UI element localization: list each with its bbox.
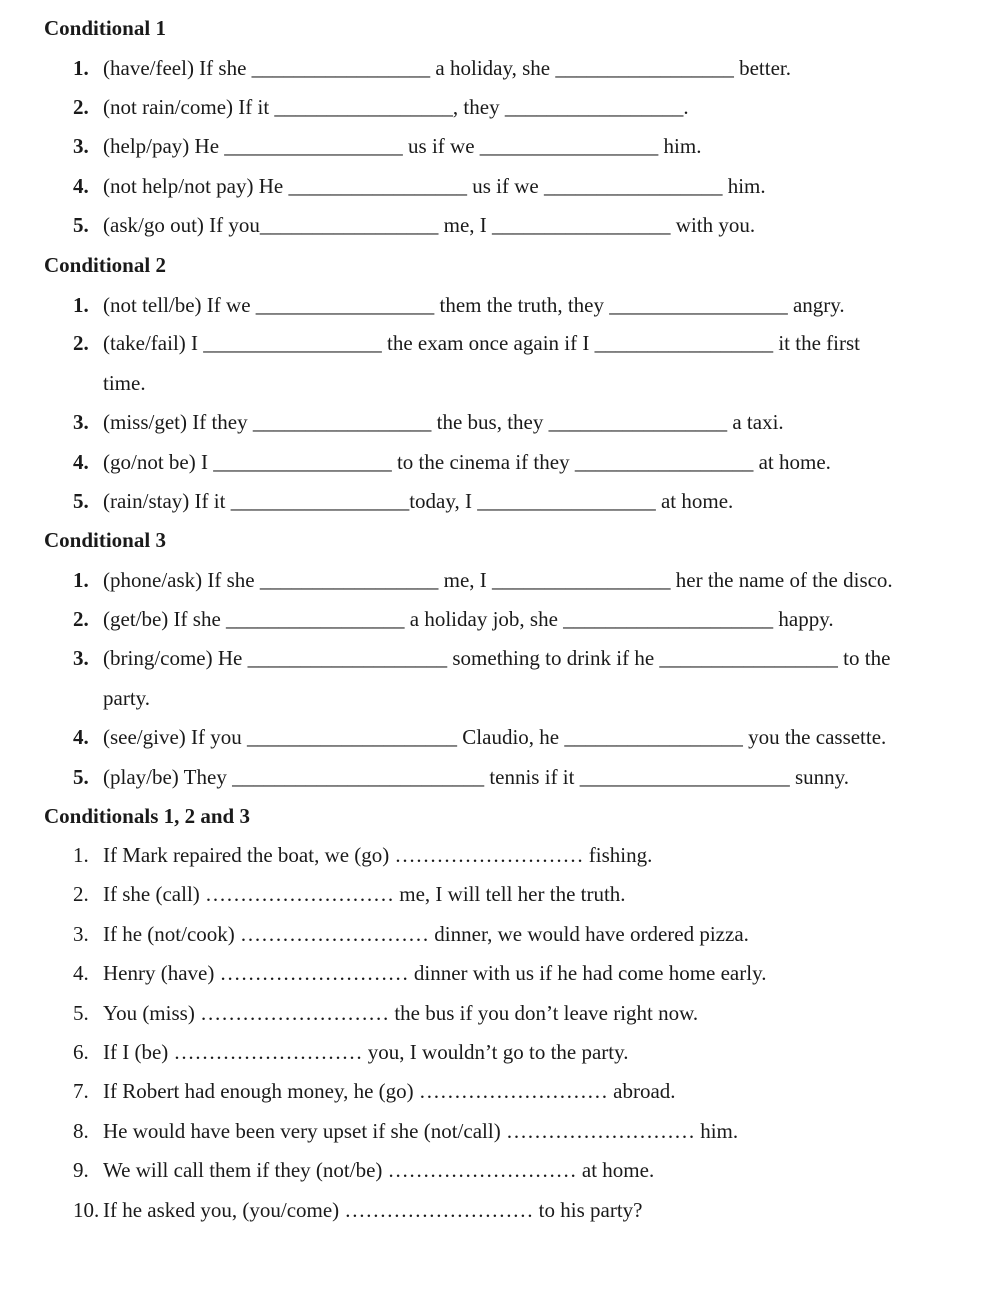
- item-number: 1.: [73, 293, 89, 317]
- item-number: 2.: [73, 607, 89, 631]
- item-number: 5.: [73, 1001, 89, 1025]
- item-number: 4.: [73, 174, 89, 198]
- section-heading: Conditional 1: [44, 16, 166, 40]
- item-text: (help/pay) He _________________ us if we _________________ him.: [103, 134, 702, 158]
- item-number: 2.: [73, 95, 89, 119]
- item-number: 1.: [73, 56, 89, 80]
- item-number: 1.: [73, 568, 89, 592]
- item-text: If Mark repaired the boat, we (go) ……………………… fishing.: [103, 843, 653, 867]
- item-number: 7.: [73, 1079, 89, 1103]
- section-heading: Conditionals 1, 2 and 3: [44, 804, 250, 828]
- item-text: (get/be) If she _________________ a holiday job, she ____________________ happy.: [103, 607, 834, 631]
- item-text: (play/be) They ________________________ tennis if it ____________________ sunny.: [103, 765, 850, 789]
- item-number: 5.: [73, 765, 89, 789]
- item-number: 4.: [73, 450, 89, 474]
- item-text: (take/fail) I _________________ the exam once again if I _________________ it the first: [103, 331, 860, 355]
- item-text: If he (not/cook) ……………………… dinner, we would have ordered pizza.: [103, 922, 749, 946]
- item-text: (have/feel) If she _________________ a holiday, she _________________ better.: [103, 56, 791, 80]
- item-text-continuation: party.: [103, 686, 151, 710]
- item-number: 4.: [73, 725, 89, 749]
- item-number: 2.: [73, 331, 89, 355]
- item-number: 5.: [73, 213, 89, 237]
- item-number: 8.: [73, 1119, 89, 1143]
- item-text-continuation: time.: [103, 371, 146, 395]
- item-text: If she (call) ……………………… me, I will tell her the truth.: [103, 882, 626, 906]
- item-number: 3.: [73, 922, 89, 946]
- item-text: He would have been very upset if she (not/call) ……………………… him.: [103, 1119, 739, 1143]
- item-text: (miss/get) If they _________________ the bus, they _________________ a taxi.: [103, 410, 784, 434]
- item-number: 3.: [73, 646, 89, 670]
- item-number: 6.: [73, 1040, 89, 1064]
- item-number: 3.: [73, 134, 89, 158]
- item-text: (go/not be) I _________________ to the cinema if they _________________ at home.: [103, 450, 831, 474]
- item-text: We will call them if they (not/be) ……………………… at home.: [103, 1158, 655, 1182]
- item-text: (not help/not pay) He _________________ us if we _________________ him.: [103, 174, 766, 198]
- item-text: If he asked you, (you/come) ……………………… to his party?: [103, 1198, 643, 1222]
- item-text: (not tell/be) If we _________________ them the truth, they _________________ angry.: [103, 293, 845, 317]
- section-heading: Conditional 3: [44, 528, 166, 552]
- item-number: 10.: [73, 1198, 100, 1222]
- item-text: (rain/stay) If it _________________today, I _________________ at home.: [103, 489, 734, 513]
- item-text: If I (be) ……………………… you, I wouldn’t go to the party.: [103, 1040, 629, 1064]
- item-number: 3.: [73, 410, 89, 434]
- item-text: (bring/come) He ___________________ something to drink if he _________________ to the: [103, 646, 891, 670]
- item-text: (ask/go out) If you_________________ me, I _________________ with you.: [103, 213, 756, 237]
- item-number: 2.: [73, 882, 89, 906]
- item-text: You (miss) ……………………… the bus if you don’t leave right now.: [103, 1001, 699, 1025]
- item-text: (phone/ask) If she _________________ me, I _________________ her the name of the disco.: [103, 568, 893, 592]
- item-text: Henry (have) ……………………… dinner with us if he had come home early.: [103, 961, 767, 985]
- section-heading: Conditional 2: [44, 253, 166, 277]
- item-text: (see/give) If you ____________________ Claudio, he _________________ you the cassette.: [103, 725, 887, 749]
- item-text: (not rain/come) If it _________________, they _________________.: [103, 95, 689, 119]
- item-number: 4.: [73, 961, 89, 985]
- item-number: 1.: [73, 843, 89, 867]
- item-text: If Robert had enough money, he (go) ……………………… abroad.: [103, 1079, 676, 1103]
- item-number: 5.: [73, 489, 89, 513]
- item-number: 9.: [73, 1158, 89, 1182]
